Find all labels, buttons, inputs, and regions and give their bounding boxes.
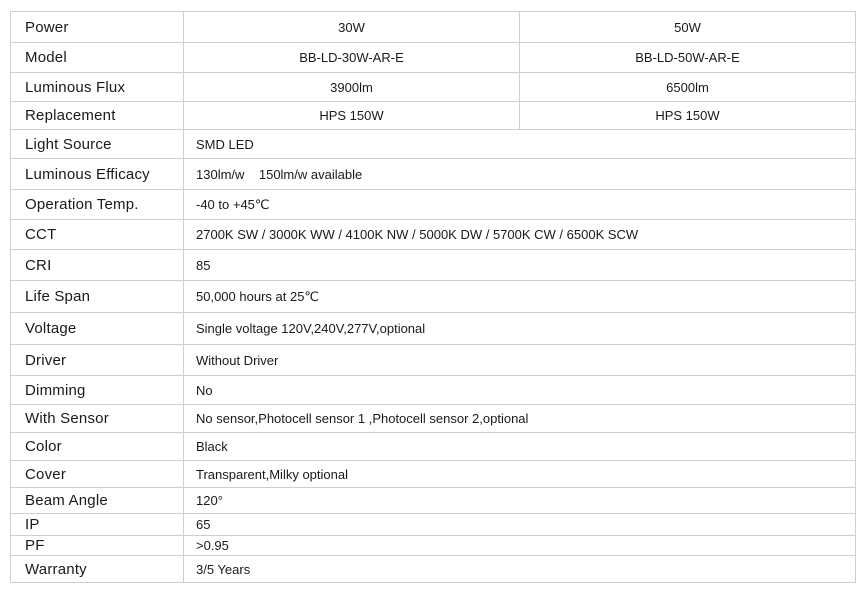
row-label: IP <box>11 514 184 536</box>
row-label: Light Source <box>11 130 184 159</box>
row-label: Dimming <box>11 376 184 405</box>
row-label: Luminous Flux <box>11 73 184 102</box>
row-value: Black <box>184 433 856 461</box>
row-label: Luminous Efficacy <box>11 159 184 190</box>
spec-row-warranty <box>11 556 856 583</box>
value-50w: BB-LD-50W-AR-E <box>520 43 856 73</box>
spec-row-beam-angle <box>11 488 856 514</box>
spec-row-color <box>11 433 856 461</box>
spec-row-driver <box>11 345 856 376</box>
row-label: Driver <box>11 345 184 376</box>
spec-row-luminous-flux <box>11 73 856 102</box>
row-label: Power <box>11 12 184 43</box>
spec-row-ip <box>11 514 856 536</box>
row-value: 2700K SW / 3000K WW / 4100K NW / 5000K DW / 5700K CW / 6500K SCW <box>184 220 856 250</box>
spec-row-model <box>11 43 856 73</box>
spec-table <box>10 11 856 583</box>
spec-row-light-source <box>11 130 856 159</box>
spec-row-operation-temp <box>11 190 856 220</box>
value-50w: 50W <box>520 12 856 43</box>
row-value: -40 to +45℃ <box>184 190 856 220</box>
value-50w: 6500lm <box>520 73 856 102</box>
row-label: Life Span <box>11 281 184 313</box>
row-value: Without Driver <box>184 345 856 376</box>
value-30w: 3900lm <box>184 73 520 102</box>
row-value: 50,000 hours at 25℃ <box>184 281 856 313</box>
row-value: >0.95 <box>184 536 856 556</box>
spec-row-pf <box>11 536 856 556</box>
row-label: Operation Temp. <box>11 190 184 220</box>
spec-row-voltage <box>11 313 856 345</box>
row-label: CCT <box>11 220 184 250</box>
row-value: 3/5 Years <box>184 556 856 583</box>
spec-row-power <box>11 12 856 43</box>
value-30w: 30W <box>184 12 520 43</box>
value-30w: BB-LD-30W-AR-E <box>184 43 520 73</box>
row-value: Transparent,Milky optional <box>184 461 856 488</box>
spec-row-with-sensor <box>11 405 856 433</box>
row-label: With Sensor <box>11 405 184 433</box>
row-value: 65 <box>184 514 856 536</box>
spec-row-life-span <box>11 281 856 313</box>
row-value: 130lm/w 150lm/w available <box>184 159 856 190</box>
row-value: SMD LED <box>184 130 856 159</box>
row-value: 120° <box>184 488 856 514</box>
row-label: Color <box>11 433 184 461</box>
row-label: Cover <box>11 461 184 488</box>
row-label: Warranty <box>11 556 184 583</box>
spec-row-replacement <box>11 102 856 130</box>
row-value: Single voltage 120V,240V,277V,optional <box>184 313 856 345</box>
spec-row-dimming <box>11 376 856 405</box>
row-label: Replacement <box>11 102 184 130</box>
spec-row-cri <box>11 250 856 281</box>
value-30w: HPS 150W <box>184 102 520 130</box>
row-label: PF <box>11 536 184 556</box>
spec-row-cct <box>11 220 856 250</box>
row-value: 85 <box>184 250 856 281</box>
value-50w: HPS 150W <box>520 102 856 130</box>
spec-row-luminous-efficacy <box>11 159 856 190</box>
row-label: Voltage <box>11 313 184 345</box>
row-label: Beam Angle <box>11 488 184 514</box>
spec-row-cover <box>11 461 856 488</box>
row-value: No <box>184 376 856 405</box>
row-label: CRI <box>11 250 184 281</box>
row-label: Model <box>11 43 184 73</box>
row-value: No sensor,Photocell sensor 1 ,Photocell sensor 2,optional <box>184 405 856 433</box>
